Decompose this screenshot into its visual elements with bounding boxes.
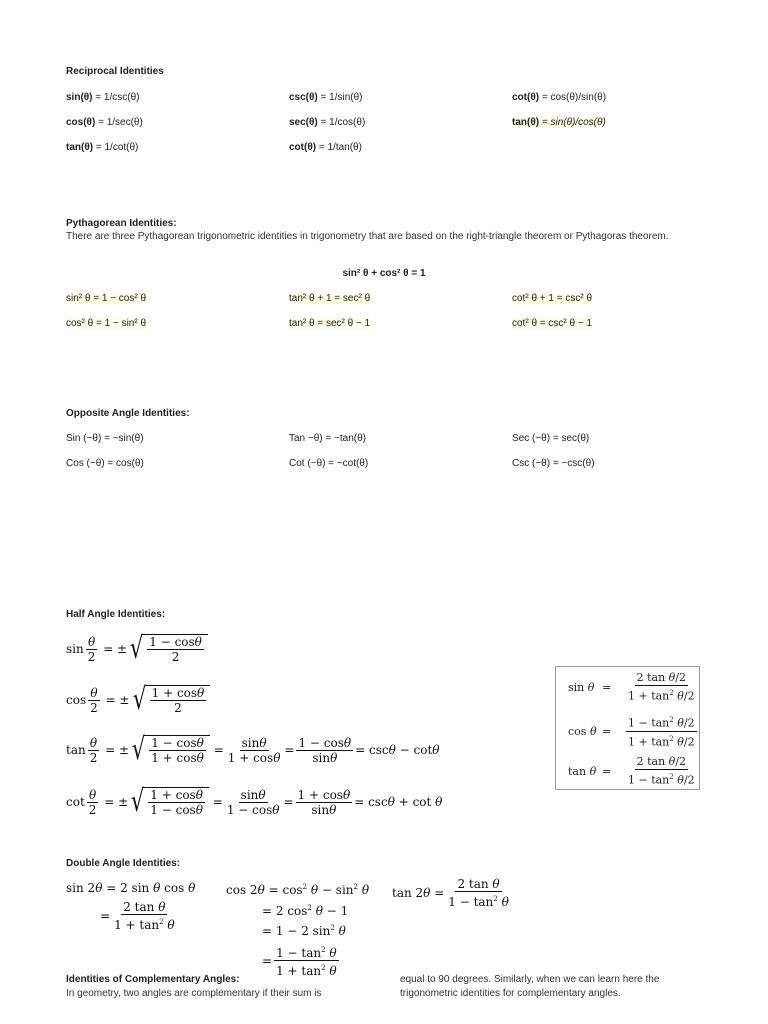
pythagorean-item: cos² θ = 1 − sin² θ (66, 318, 147, 329)
box-tan-formula: tan θ = $\frac{\text{2 tan θ/2}}{1 - \tan^2 \theta/2}$ (568, 755, 695, 787)
opposite-item: Tan −θ) = −tan(θ) (289, 433, 366, 444)
reciprocal-item: csc(θ) = 1/sin(θ) (289, 92, 363, 103)
double-angle-cos-formula-3: = 1 − 2 $\sin^2 \theta$ (262, 924, 346, 938)
double-angle-tan-formula: tan 2θ = $\frac{\text{2 tan θ}}{1 - \tan^2 \theta}$ (392, 877, 509, 909)
half-angle-cos-formula: cos $\frac{\theta}{2}$ = ± √ $\frac{1 + \cos\theta}{2}$ (66, 685, 210, 715)
pythagorean-title: Pythagorean Identities: (66, 218, 177, 229)
half-angle-cot-formula: cot $\frac{\theta}{2}$ = ± √ $\frac{1 + \cos\theta}{1 - \cos\theta}$ = $\frac{\sin\theta}{1 - \cos\theta}$ = $\frac{1 + \cos\theta}{\sin\theta}$ = cscθ + cot θ (66, 784, 443, 819)
reciprocal-item: sin(θ) = 1/csc(θ) (66, 92, 140, 103)
half-angle-sin-formula: sin $\frac{\theta}{2}$ = ± √ $\frac{1 - \cos\theta}{2}$ (66, 634, 208, 664)
complementary-title: Identities of Complementary Angles: (66, 974, 240, 985)
double-angle-sin-tan-form: = $\frac{\text{2 tan θ}}{1 + \tan^2 \theta}$ (100, 900, 175, 932)
pythagorean-item: tan² θ + 1 = sec² θ (289, 293, 371, 304)
pythagorean-main: sin² θ + cos² θ = 1 (342, 268, 426, 279)
complementary-text-right-2: trigonometric identities for complementary angles. (400, 988, 621, 999)
opposite-item: Sec (−θ) = sec(θ) (512, 433, 590, 444)
opposite-item: Cot (−θ) = −cot(θ) (289, 458, 369, 469)
half-angle-tan-formula: tan $\frac{\theta}{2}$ = ± √ $\frac{1 - \cos\theta}{1 + \cos\theta}$ = $\frac{\sin\theta}{1 + \cos\theta}$ = $\frac{1 - \cos\theta}{\sin\theta}$ = cscθ − cotθ (66, 732, 440, 767)
complementary-text-left: In geometry, two angles are complementary if their sum is (66, 988, 322, 999)
double-angle-title: Double Angle Identities: (66, 858, 181, 869)
reciprocal-item: cos(θ) = 1/sec(θ) (66, 117, 143, 128)
double-angle-cos-formula-1: $\cos 2\theta = \cos^2 \theta - \sin^2 \theta$ (226, 883, 370, 897)
reciprocal-title: Reciprocal Identities (66, 66, 164, 77)
pythagorean-description: There are three Pythagorean trigonometric identities in trigonometry that are based on the right-triangle theorem or Pythagoras theorem. (66, 231, 669, 242)
reciprocal-item: sec(θ) = 1/cos(θ) (289, 117, 366, 128)
opposite-item: Sin (−θ) = −sin(θ) (66, 433, 144, 444)
tangent-half-angle-box (555, 666, 700, 790)
box-sin-formula: sin θ = $\frac{\text{2 tan θ/2}}{1 + \tan^2 \theta/2}$ (568, 671, 695, 703)
double-angle-cos-formula-4: = $\frac{1 - \tan^2 \theta}{1 + \tan^2 \theta}$ (262, 943, 341, 978)
half-angle-title: Half Angle Identities: (66, 609, 166, 620)
reciprocal-item: cot(θ) = cos(θ)/sin(θ) (512, 92, 607, 103)
opposite-item: Cos (−θ) = cos(θ) (66, 458, 144, 469)
reciprocal-item: tan(θ) = 1/cot(θ) (66, 142, 139, 153)
opposite-title: Opposite Angle Identities: (66, 408, 190, 419)
pythagorean-item: cot² θ = csc² θ − 1 (512, 318, 593, 329)
pythagorean-item: tan² θ = sec² θ − 1 (289, 318, 371, 329)
complementary-text-right-1: equal to 90 degrees. Similarly, when we can learn here the (400, 974, 660, 985)
reciprocal-item-highlighted: tan(θ) = sin(θ)/cos(θ) (512, 117, 606, 128)
double-angle-sin-formula: sin 2θ = 2 sin θ cos θ (66, 881, 196, 895)
pythagorean-item: cot² θ + 1 = csc² θ (512, 293, 593, 304)
double-angle-cos-formula-2: = 2 $\cos^2 \theta - 1$ (262, 904, 349, 918)
opposite-item: Csc (−θ) = −csc(θ) (512, 458, 595, 469)
reciprocal-item: cot(θ) = 1/tan(θ) (289, 142, 362, 153)
box-cos-formula: cos θ = $\frac{1 - \tan^2 \theta/2}{1 + \tan^2 \theta/2}$ (568, 713, 699, 749)
pythagorean-item: sin² θ = 1 − cos² θ (66, 293, 147, 304)
